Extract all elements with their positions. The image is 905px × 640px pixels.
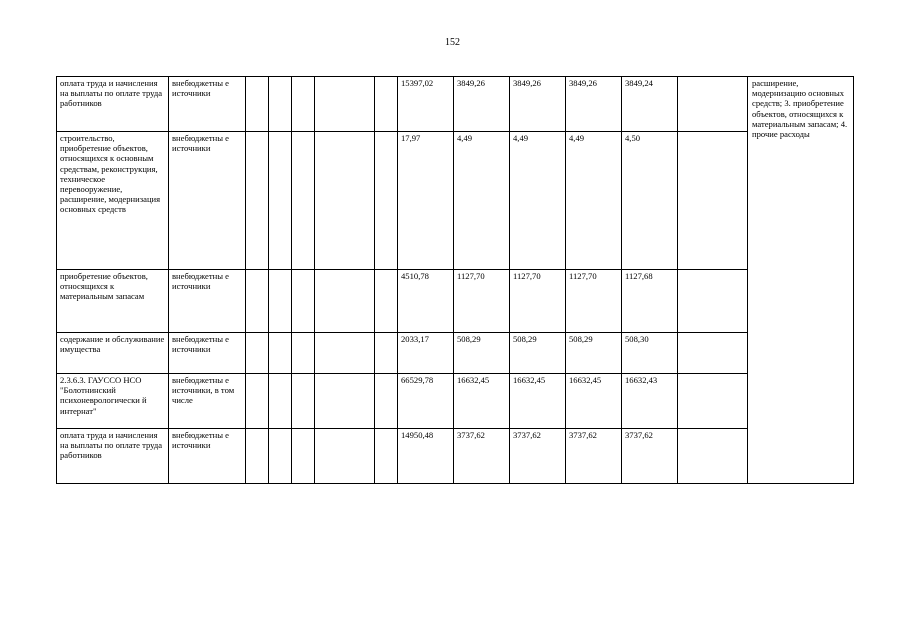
year2-cell: 1127,70 [510,270,566,333]
total-cell: 15397,02 [398,77,454,132]
year1-cell: 16632,45 [454,374,510,429]
funding-source-cell: внебюджетны е источники [169,77,246,132]
empty-cell [678,333,748,374]
year4-cell: 3849,24 [622,77,678,132]
expense-name-cell: строительство, приобретение объектов, относящихся к основным средствам, реконструкция, техническое перевооружение, расширение, модернизация основных средств [57,132,169,270]
expense-name-cell: оплата труда и начисления на выплаты по оплате труда работников [57,429,169,484]
empty-cell [269,270,292,333]
table-row [57,132,854,270]
year1-cell: 1127,70 [454,270,510,333]
total-cell: 17,97 [398,132,454,270]
expense-name-cell: оплата труда и начисления на выплаты по оплате труда работников [57,77,169,132]
budget-table [56,76,854,484]
year4-cell: 16632,43 [622,374,678,429]
empty-cell [315,333,375,374]
year3-cell: 4,49 [566,132,622,270]
empty-cell [269,77,292,132]
table-row [57,270,854,333]
expense-name-cell: приобретение объектов, относящихся к материальным запасам [57,270,169,333]
year1-cell: 4,49 [454,132,510,270]
total-cell: 2033,17 [398,333,454,374]
year4-cell: 508,30 [622,333,678,374]
empty-cell [292,77,315,132]
funding-source-cell: внебюджетны е источники [169,132,246,270]
total-cell: 4510,78 [398,270,454,333]
table-row [57,429,854,484]
empty-cell [375,132,398,270]
year3-cell: 1127,70 [566,270,622,333]
empty-cell [375,270,398,333]
empty-cell [292,132,315,270]
empty-cell [269,333,292,374]
year4-cell: 4,50 [622,132,678,270]
year1-cell: 508,29 [454,333,510,374]
year4-cell: 3737,62 [622,429,678,484]
empty-cell [315,374,375,429]
empty-cell [315,270,375,333]
empty-cell [269,429,292,484]
empty-cell [246,429,269,484]
year3-cell: 508,29 [566,333,622,374]
empty-cell [678,374,748,429]
empty-cell [678,77,748,132]
empty-cell [375,77,398,132]
empty-cell [678,132,748,270]
total-cell: 14950,48 [398,429,454,484]
empty-cell [246,270,269,333]
empty-cell [678,429,748,484]
year3-cell: 16632,45 [566,374,622,429]
year3-cell: 3849,26 [566,77,622,132]
expense-name-cell: 2.3.6.3. ГАУССО НСО "Болотнинский психоневрологически й интернат" [57,374,169,429]
empty-cell [292,374,315,429]
empty-cell [269,132,292,270]
funding-source-cell: внебюджетны е источники [169,333,246,374]
funding-source-cell: внебюджетны е источники [169,270,246,333]
empty-cell [315,77,375,132]
empty-cell [375,333,398,374]
empty-cell [315,429,375,484]
empty-cell [315,132,375,270]
empty-cell [269,374,292,429]
funding-source-cell: внебюджетны е источники [169,429,246,484]
expense-name-cell: содержание и обслуживание имущества [57,333,169,374]
year2-cell: 508,29 [510,333,566,374]
empty-cell [375,374,398,429]
empty-cell [246,132,269,270]
year4-cell: 1127,68 [622,270,678,333]
table-row [57,333,854,374]
empty-cell [292,270,315,333]
year1-cell: 3737,62 [454,429,510,484]
year2-cell: 16632,45 [510,374,566,429]
notes-cell: расширение, модернизацию основных средств; 3. приобретение объектов, относящихся к материальным запасам; 4. прочие расходы [748,77,854,484]
year2-cell: 4,49 [510,132,566,270]
empty-cell [375,429,398,484]
empty-cell [678,270,748,333]
year2-cell: 3849,26 [510,77,566,132]
year1-cell: 3849,26 [454,77,510,132]
table-row [57,374,854,429]
year3-cell: 3737,62 [566,429,622,484]
empty-cell [246,374,269,429]
funding-source-cell: внебюджетны е источники, в том числе [169,374,246,429]
table-row [57,77,854,132]
empty-cell [292,333,315,374]
year2-cell: 3737,62 [510,429,566,484]
page-number: 152 [445,37,460,48]
empty-cell [292,429,315,484]
empty-cell [246,333,269,374]
empty-cell [246,77,269,132]
total-cell: 66529,78 [398,374,454,429]
